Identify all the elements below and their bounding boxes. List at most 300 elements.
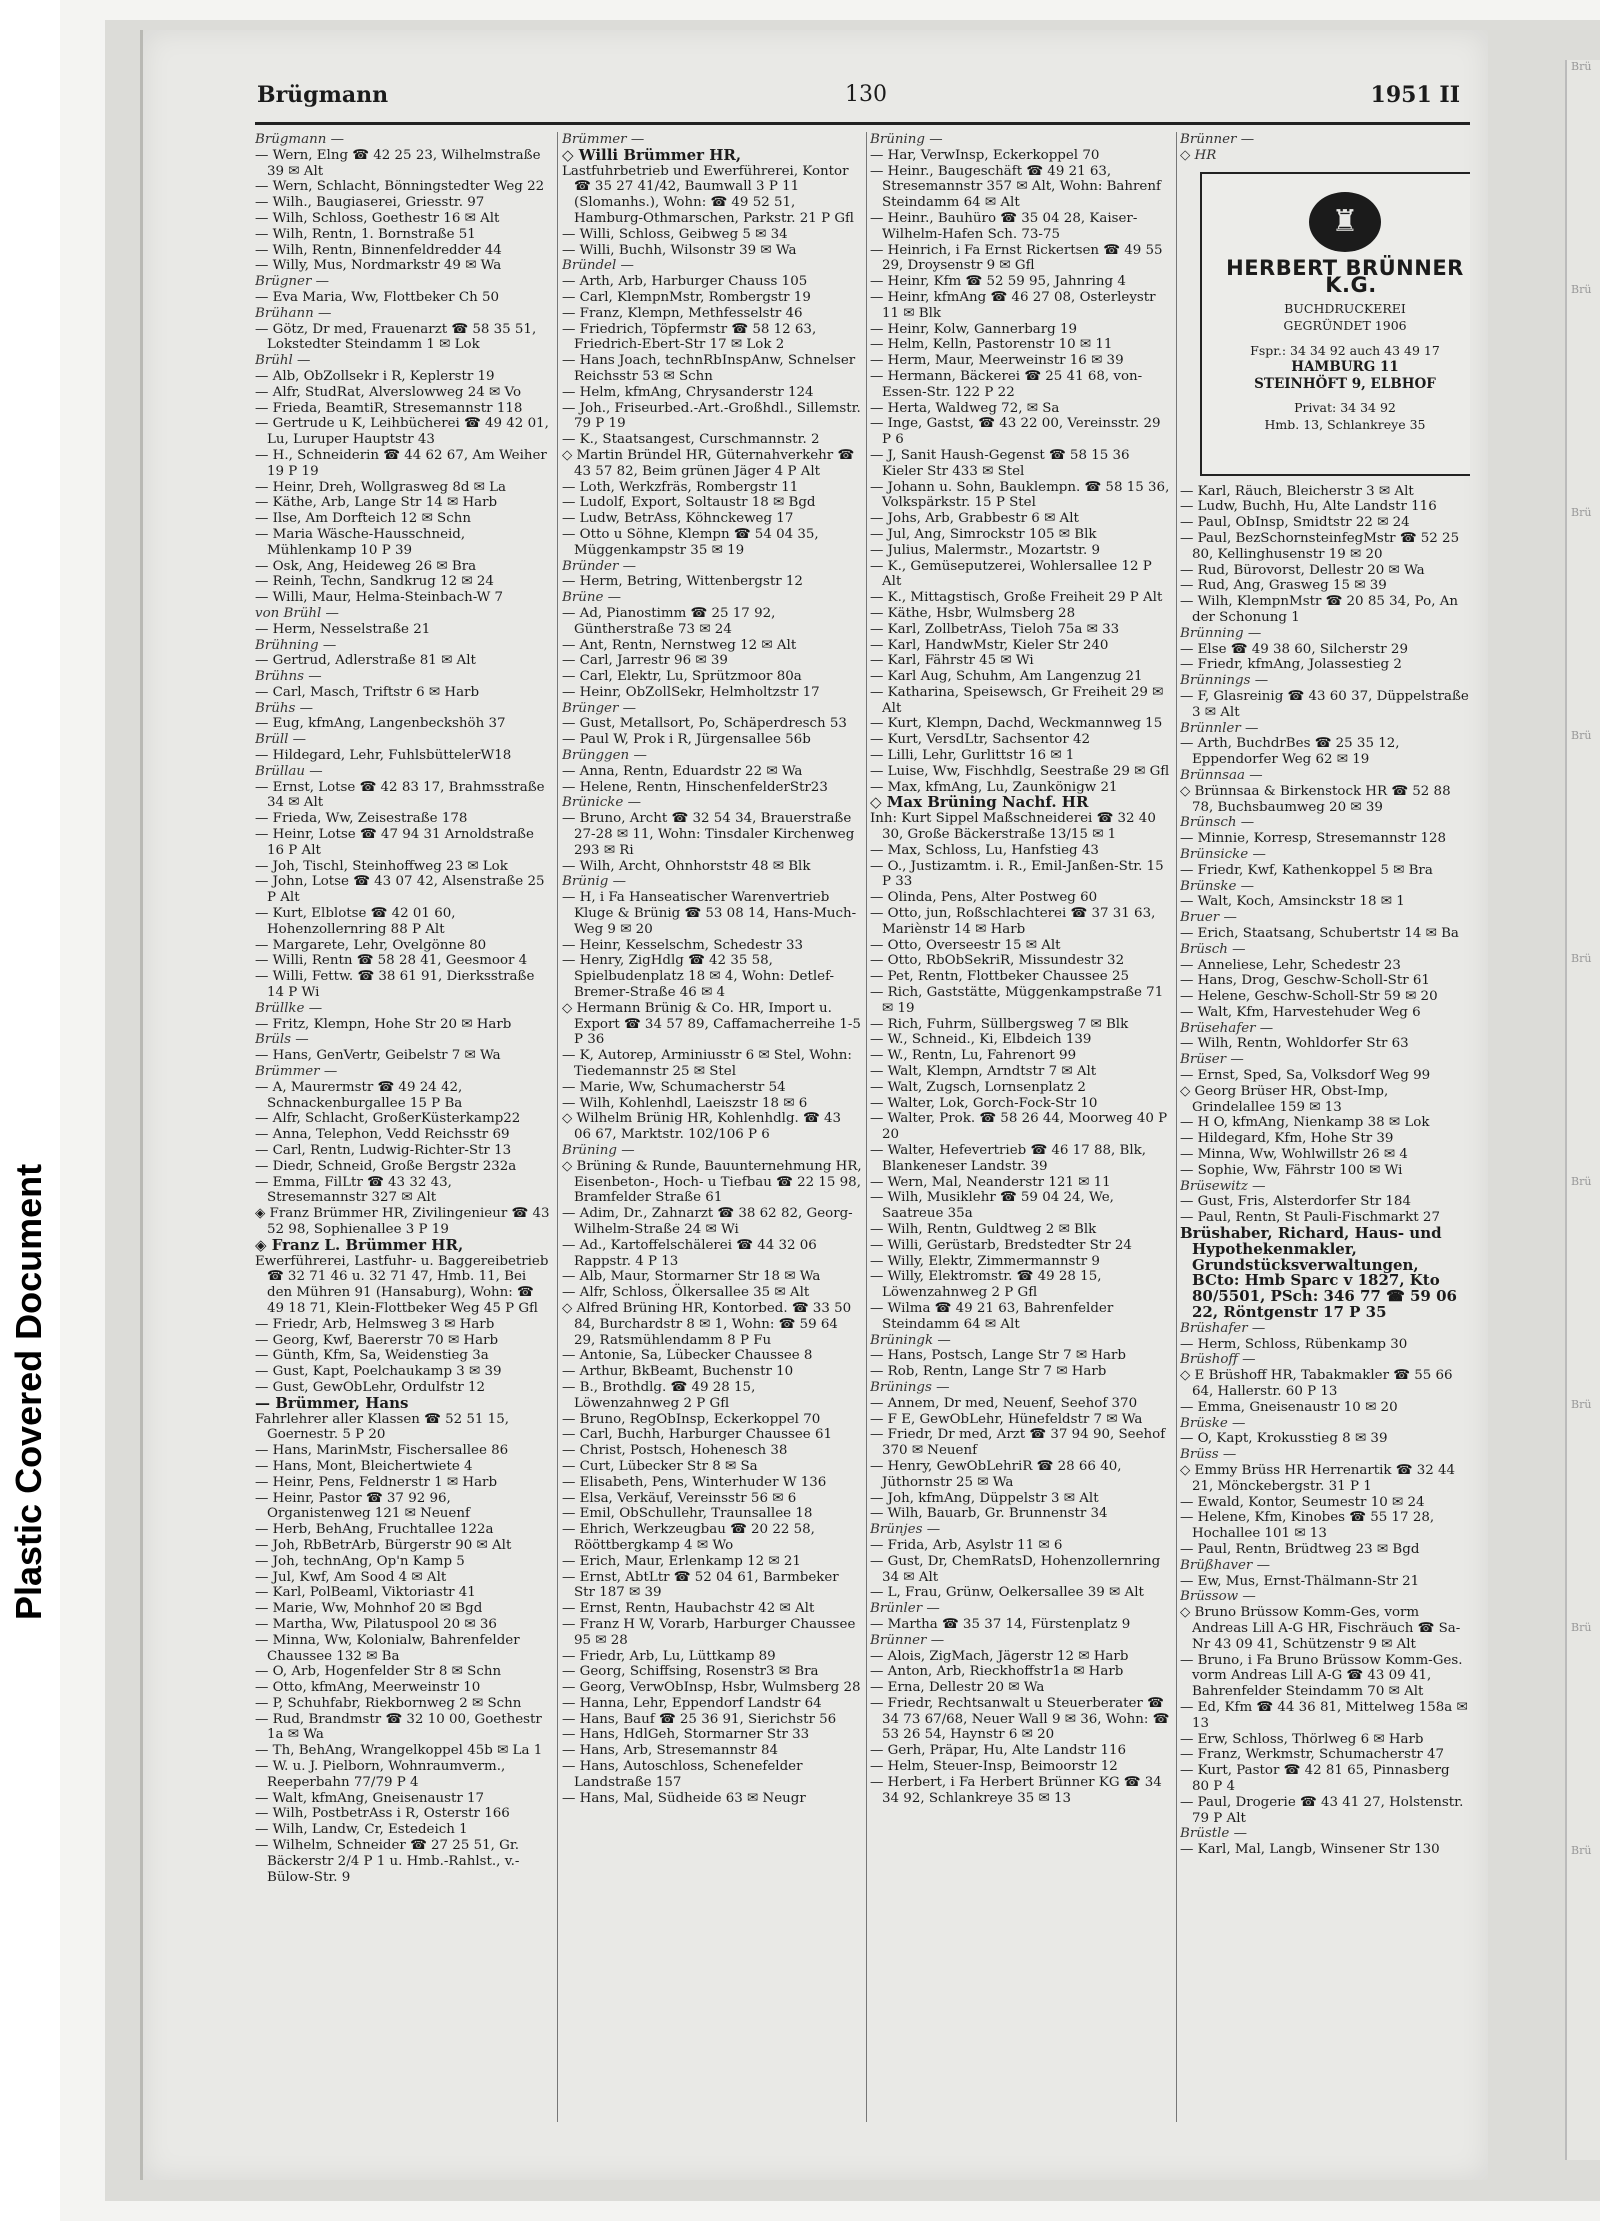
surname-heading: Brümmer — [562, 132, 645, 147]
directory-entry: — Elsa, Verkäuf, Vereinsstr 56 ✉ 6 [562, 1490, 797, 1506]
directory-entry: — Paul, Rentn, Brüdtweg 23 ✉ Bgd [1180, 1541, 1420, 1557]
directory-entry: — Maria Wäsche-Hausschneid, Mühlenkamp 10 P 39 [255, 526, 466, 558]
directory-entry: ◇ Willi Brümmer HR, [562, 145, 742, 164]
directory-entry: — Alb, ObZollsekr i R, Keplerstr 19 [255, 368, 495, 384]
surname-heading: Brüshoff — [1180, 1352, 1256, 1368]
surname-heading: Brühs — [255, 700, 314, 716]
directory-entry: — Gerh, Präpar, Hu, Alte Landstr 116 [870, 1743, 1127, 1759]
directory-entry: — Wilh, Kohlenhdl, Laeiszstr 18 ✉ 6 [562, 1095, 808, 1111]
directory-entry: — Heinr., Baugeschäft ☎ 49 21 63, Stresemannstr 357 ✉ Alt, Wohn: Bahrenf Steindamm 64 ✉ Alt [870, 163, 1161, 211]
ad-company-name: HERBERT BRÜNNER K.G. [1226, 255, 1464, 297]
directory-entry: — Christ, Postsch, Hohenesch 38 [562, 1443, 788, 1459]
surname-heading: Brüssow — [1180, 1589, 1256, 1605]
directory-entry: — Friedr, Dr med, Arzt ☎ 37 94 90, Seehof 370 ✉ Neuenf [870, 1427, 1166, 1459]
directory-entry: — Franz H W, Vorarb, Harburger Chaussee 95 ✉ 28 [562, 1616, 856, 1648]
directory-entry: — Ilse, Am Dorfteich 12 ✉ Schn [255, 511, 471, 527]
directory-entry: — Willy, Elektromstr. ☎ 49 28 15, Löwenzahnweg 2 P Gfl [870, 1269, 1102, 1301]
directory-entry: — Karl, ZollbetrAss, Tieloh 75a ✉ 33 [870, 621, 1120, 637]
printing-press-icon: ♜ [1309, 192, 1381, 252]
surname-heading: von Brühl — [255, 605, 339, 621]
directory-entry: — Herm, Maur, Meerweinstr 16 ✉ 39 [870, 353, 1124, 369]
side-label: Plastic Covered Document [8, 1163, 49, 1620]
directory-entry: — Hanna, Lehr, Eppendorf Landstr 64 [562, 1695, 822, 1711]
directory-entry: — Paul W, Prok i R, Jürgensallee 56b [562, 732, 811, 748]
directory-entry: — Julius, Malermstr., Mozartstr. 9 [870, 542, 1100, 558]
directory-entry: — Alfr, Schlacht, GroßerKüsterkamp22 [255, 1111, 521, 1127]
directory-entry: — W. u. J. Pielborn, Wohnraumverm., Reeperbahn 77/79 P 4 [255, 1759, 506, 1790]
directory-entry: — Loth, Werkzfräs, Rombergstr 11 [562, 479, 799, 495]
directory-entry: — Th, BehAng, Wrangelkoppel 45b ✉ La 1 [255, 1743, 543, 1759]
surname-heading: Brünnings — [1180, 673, 1269, 689]
directory-entry: — Max, kfmAng, Lu, Zaunkönigw 21 [870, 779, 1118, 795]
directory-entry: — W., Schneid., Ki, Elbdeich 139 [870, 1032, 1092, 1048]
directory-entry: — Heinr, Dreh, Wollgrasweg 8d ✉ La [255, 479, 507, 495]
directory-entry: — Pet, Rentn, Flottbeker Chaussee 25 [870, 969, 1129, 985]
ad-private-phone: Privat: 34 34 92 [1294, 399, 1396, 415]
directory-entry: — Willi, Fettw. ☎ 38 61 91, Dierksstraße 14 P Wi [255, 969, 535, 1001]
directory-entry: ◈ Franz L. Brümmer HR, [255, 1235, 464, 1254]
surname-heading: Brünler — [870, 1601, 940, 1617]
directory-entry: — Karl, Mal, Langb, Winsener Str 130 [1180, 1842, 1440, 1858]
surname-heading: Brüstle — [1180, 1826, 1247, 1842]
directory-entry: — Walt, Koch, Amsinckstr 18 ✉ 1 [1180, 894, 1405, 910]
directory-entry: — Wern, Mal, Neanderstr 121 ✉ 11 [870, 1174, 1111, 1190]
surname-heading: Brüne — [562, 590, 622, 606]
directory-entry: — John, Lotse ☎ 43 07 42, Alsenstraße 25 P Alt [255, 874, 545, 906]
directory-entry: ◈ Franz Brümmer HR, Zivilingenieur ☎ 43 52 98, Sophienallee 3 P 19 [255, 1206, 550, 1237]
surname-heading: Brühns — [255, 669, 322, 685]
directory-entry: ◇ Emmy Brüss HR Herrenartik ☎ 32 44 21, Mönckebergstr. 31 P 1 [1180, 1463, 1456, 1494]
directory-entry: ◇ E Brüshoff HR, Tabakmakler ☎ 55 66 64, Hallerstr. 60 P 13 [1180, 1368, 1453, 1400]
directory-entry: — O., Justizamtm. i. R., Emil-Janßen-Str. 15 P 33 [870, 858, 1164, 890]
header-page-number: 130 [845, 82, 887, 107]
directory-entry: — Arthur, BkBeamt, Buchenstr 10 [562, 1364, 794, 1380]
directory-entry: — Ed, Kfm ☎ 44 36 81, Mittelweg 158a ✉ 13 [1180, 1699, 1468, 1731]
directory-entry: ◇ Hermann Brünig & Co. HR, Import u. Export ☎ 34 57 89, Caffamacherreihe 1-5 P 36 [562, 1000, 861, 1048]
surname-heading: Bründer — [562, 558, 637, 574]
directory-entry: — Walter, Lok, Gorch-Fock-Str 10 [870, 1095, 1098, 1111]
directory-entry: — Alois, ZigMach, Jägerstr 12 ✉ Harb [870, 1648, 1129, 1664]
side-label-panel [0, 0, 60, 2221]
directory-entry: — Arth, BuchdrBes ☎ 25 35 12, Eppendorfer Weg 62 ✉ 19 [1180, 736, 1400, 768]
directory-entry: — Paul, ObInsp, Smidtstr 22 ✉ 24 [1180, 515, 1410, 531]
directory-entry: — Georg, Kwf, Baererstr 70 ✉ Harb [255, 1332, 499, 1348]
directory-entry: — Anneliese, Lehr, Schedestr 23 [1180, 957, 1401, 973]
directory-entry: — Käthe, Arb, Lange Str 14 ✉ Harb [255, 495, 498, 511]
directory-entry: — Karl, Fährstr 45 ✉ Wi [870, 653, 1034, 669]
directory-entry: — Erich, Maur, Erlenkamp 12 ✉ 21 [562, 1553, 801, 1569]
surname-heading: Brüning — [870, 132, 943, 147]
directory-entry: — Alb, Maur, Stormarner Str 18 ✉ Wa [562, 1269, 821, 1285]
directory-entry: — Ew, Mus, Ernst-Thälmann-Str 21 [1180, 1573, 1420, 1589]
directory-entry: — Ewald, Kontor, Seumestr 10 ✉ 24 [1180, 1494, 1425, 1510]
directory-entry: — Friedr, Arb, Lu, Lüttkamp 89 [562, 1648, 776, 1664]
directory-entry: — Ludolf, Export, Soltaustr 18 ✉ Bgd [562, 495, 816, 511]
directory-entry: — Götz, Dr med, Frauenarzt ☎ 58 35 51, Lokstedter Steindamm 1 ✉ Lok [255, 321, 537, 353]
directory-entry: — Herm, Schloss, Rübenkamp 30 [1180, 1336, 1408, 1352]
directory-entry: — Jul, Ang, Simrockstr 105 ✉ Blk [870, 526, 1097, 542]
directory-entry: — Ernst, Rentn, Haubachstr 42 ✉ Alt [562, 1601, 815, 1617]
directory-entry: — Anna, Rentn, Eduardstr 22 ✉ Wa [562, 763, 803, 779]
surname-heading: Brüser — [1180, 1052, 1244, 1068]
surname-heading: Brüsehafer — [1180, 1020, 1274, 1036]
directory-entry: — Willy, Elektr, Zimmermannstr 9 [870, 1253, 1100, 1269]
directory-entry: ◇ Georg Brüser HR, Obst-Imp, Grindelallee 159 ✉ 13 [1180, 1083, 1389, 1115]
directory-entry: — Wilh, Bauarb, Gr. Brunnenstr 34 [870, 1506, 1108, 1522]
surname-heading: Brünjes — [870, 1522, 941, 1538]
directory-entry: — Ludw, Buchh, Hu, Alte Landstr 116 [1180, 499, 1437, 515]
directory-entry: — Martha, Ww, Pilatuspool 20 ✉ 36 [255, 1616, 497, 1632]
directory-entry: — Henry, ZigHdlg ☎ 42 35 58, Spielbudenplatz 18 ✉ 4, Wohn: Detlef-Bremer-Straße 46 ✉ 4 [562, 953, 835, 1001]
directory-entry: — Elisabeth, Pens, Winterhuder W 136 [562, 1474, 827, 1490]
directory-entry: — Kurt, Klempn, Dachd, Weckmannweg 15 [870, 716, 1163, 732]
directory-entry: — Ehrich, Werkzeugbau ☎ 20 22 58, Rööttbergkamp 4 ✉ Wo [562, 1522, 815, 1553]
directory-entry: — Herbert, i Fa Herbert Brünner KG ☎ 34 34 92, Schlankreye 35 ✉ 13 [870, 1774, 1162, 1806]
directory-entry: ◇ Brüning & Runde, Bauunternehmung HR, Eisenbeton-, Hoch- u Tiefbau ☎ 22 15 98, Bramfelder Straße 61 [562, 1158, 862, 1206]
directory-entry: — Carl, Elektr, Lu, Sprützmoor 80a [562, 669, 802, 685]
directory-entry: — Emma, Gneisenaustr 10 ✉ 20 [1180, 1399, 1398, 1415]
directory-entry: — Heinr, Pastor ☎ 37 92 96, Organistenweg 121 ✉ Neuenf [255, 1490, 470, 1522]
directory-entry: — Carl, Rentn, Ludwig-Richter-Str 13 [255, 1143, 512, 1158]
ad-address: STEINHÖFT 9, ELBHOF [1254, 375, 1436, 392]
directory-entry: — Helene, Geschw-Scholl-Str 59 ✉ 20 [1180, 989, 1438, 1005]
directory-entry: ◇ Max Brüning Nachf. HR [870, 793, 1089, 812]
surname-heading: Brünger — [562, 700, 637, 716]
surname-heading: Brünnsaa — [1180, 767, 1263, 783]
surname-heading: Brünggen — [562, 748, 647, 764]
surname-heading: Brüss — [1180, 1447, 1237, 1463]
directory-entry: — Ad, Pianostimm ☎ 25 17 92, Güntherstraße 73 ✉ 24 [562, 605, 776, 637]
directory-entry: — Gertrud, Adlerstraße 81 ✉ Alt [255, 653, 476, 669]
directory-entry: — Adim, Dr., Zahnarzt ☎ 38 62 82, Georg-Wilhelm-Straße 24 ✉ Wi [562, 1206, 853, 1237]
directory-entry: — Helene, Kfm, Kinobes ☎ 55 17 28, Hochallee 101 ✉ 13 [1180, 1510, 1435, 1542]
directory-entry: — K., Staatsangest, Curschmannstr. 2 [562, 432, 820, 448]
directory-entry: — Emma, FilLtr ☎ 43 32 43, Stresemannstr 327 ✉ Alt [255, 1174, 452, 1206]
directory-column-2 [562, 132, 862, 2142]
directory-entry: — Willi, Gerüstarb, Bredstedter Str 24 [870, 1237, 1132, 1253]
column-divider [557, 132, 558, 2122]
directory-entry: — H., Schneiderin ☎ 44 62 67, Am Weiher 19 P 19 [255, 447, 547, 479]
directory-entry: — Hans, MarinMstr, Fischersallee 86 [255, 1443, 509, 1459]
surname-heading: Bründel — [562, 258, 634, 274]
directory-entry: — Wilh, Archt, Ohnhorststr 48 ✉ Blk [562, 858, 811, 874]
directory-entry: ◇ Wilhelm Brünig HR, Kohlenhdlg. ☎ 43 06 67, Marktstr. 102/106 P 6 [562, 1111, 842, 1143]
surname-heading: Brüsch — [1180, 941, 1246, 957]
directory-entry: — Curt, Lübecker Str 8 ✉ Sa [562, 1458, 758, 1474]
directory-entry: — Heinr., Bauhüro ☎ 35 04 28, Kaiser-Wilhelm-Hafen Sch. 73-75 [870, 210, 1138, 242]
directory-entry: — Hildegard, Kfm, Hohe Str 39 [1180, 1131, 1394, 1147]
directory-entry: — Alfr, StudRat, Alverslowweg 24 ✉ Vo [255, 384, 522, 400]
directory-entry: — Katharina, Speisewsch, Gr Freiheit 29 ✉ Alt [870, 684, 1164, 716]
directory-entry: — Joh, kfmAng, Düppelstr 3 ✉ Alt [870, 1490, 1099, 1506]
directory-entry: Inh: Kurt Sippel Maßschneiderei ☎ 32 40 30, Große Bäckerstraße 13/15 ✉ 1 [870, 811, 1156, 843]
directory-entry: — Herm, Betring, Wittenbergstr 12 [562, 574, 803, 590]
directory-entry: — J, Sanit Haush-Gegenst ☎ 58 15 36 Kieler Str 433 ✉ Stel [870, 447, 1130, 479]
directory-column-1 [255, 132, 552, 2142]
surname-heading: Bruer — [1180, 910, 1237, 926]
directory-entry: — B., Brothdlg. ☎ 49 28 15, Löwenzahnweg 2 P Gfl [562, 1379, 756, 1411]
surname-heading: Brünnler — [1180, 720, 1259, 736]
directory-entry: — Hermann, Bäckerei ☎ 25 41 68, von-Essen-Str. 122 P 22 [870, 368, 1143, 400]
directory-entry: — Willi, Schloss, Geibweg 5 ✉ 34 [562, 226, 788, 242]
surname-heading: Brünings — [870, 1379, 950, 1395]
surname-heading: Brünner — [870, 1632, 945, 1648]
directory-entry: — Johann u. Sohn, Bauklempn. ☎ 58 15 36, Volkspärkstr. 15 P Stel [870, 479, 1170, 511]
directory-entry: — Hans Joach, technRbInspAnw, Schnelser Reichsstr 53 ✉ Schn [562, 353, 856, 384]
directory-entry: — Georg, Schiffsing, Rosenstr3 ✉ Bra [562, 1664, 819, 1680]
directory-entry: — Luise, Ww, Fischhdlg, Seestraße 29 ✉ Gfl [870, 763, 1170, 779]
directory-entry: — Ernst, Sped, Sa, Volksdorf Weg 99 [1180, 1068, 1431, 1084]
directory-entry: — Frieda, BeamtiR, Stresemannstr 118 [255, 400, 523, 416]
directory-entry: — Hans, GenVertr, Geibelstr 7 ✉ Wa [255, 1048, 501, 1064]
directory-entry: — Ad., Kartoffelschälerei ☎ 44 32 06 Rappstr. 4 P 13 [562, 1237, 817, 1269]
directory-entry: — Hildegard, Lehr, FuhlsbüttelerW18 [255, 748, 512, 764]
directory-entry: — Wilhelm, Schneider ☎ 27 25 51, Gr. Bäckerstr 2/4 P 1 u. Hmb.-Rahlst., v.-Bülow-Str. 9 [255, 1838, 520, 1885]
directory-entry: — Diedr, Schneid, Große Bergstr 232a [255, 1158, 517, 1174]
directory-entry: — Helm, Kelln, Pastorenstr 10 ✉ 11 [870, 337, 1113, 353]
directory-entry: — Olinda, Pens, Alter Postweg 60 [870, 890, 1098, 906]
directory-entry: — Hans, Postsch, Lange Str 7 ✉ Harb [870, 1348, 1126, 1364]
directory-entry: — Antonie, Sa, Lübecker Chaussee 8 [562, 1348, 813, 1364]
column-divider [1176, 132, 1177, 2122]
surname-heading: Brüshafer — [1180, 1320, 1266, 1336]
directory-entry: — Ernst, Lotse ☎ 42 83 17, Brahmsstraße 34 ✉ Alt [255, 779, 545, 811]
directory-entry: — Heinr, ObZollSekr, Helmholtzstr 17 [562, 684, 820, 700]
directory-entry: — Walter, Hefevertrieb ☎ 46 17 88, Blk, Blankeneser Landstr. 39 [870, 1143, 1147, 1174]
directory-entry: — H O, kfmAng, Nienkamp 38 ✉ Lok [1180, 1115, 1430, 1131]
directory-entry: — Heinrich, i Fa Ernst Rickertsen ☎ 49 55 29, Droysenstr 9 ✉ Gfl [870, 242, 1163, 274]
directory-entry: — Walt, Zugsch, Lornsenplatz 2 [870, 1079, 1086, 1095]
directory-entry: — Kurt, VersdLtr, Sachsentor 42 [870, 732, 1091, 748]
directory-entry: — Minnie, Korresp, Stresemannstr 128 [1180, 831, 1447, 847]
directory-entry: — Otto, kfmAng, Meerweinstr 10 [255, 1680, 481, 1696]
ad-private-address: Hmb. 13, Schlankreye 35 [1264, 416, 1426, 432]
directory-entry: — Otto u Söhne, Klempn ☎ 54 04 35, Müggenkampstr 35 ✉ 19 [562, 526, 819, 558]
directory-entry: — Lilli, Lehr, Gurlittstr 16 ✉ 1 [870, 748, 1075, 764]
directory-entry: — Bruno, i Fa Bruno Brüssow Komm-Ges. vorm Andreas Lill A-G ☎ 43 09 41, Bahrenfelder Steindamm 70 ✉ Alt [1180, 1652, 1463, 1700]
surname-heading: Brühl — [255, 353, 311, 369]
header-year-part: 1951 II [1370, 82, 1460, 108]
directory-entry: — Bruno, RegObInsp, Eckerkoppel 70 [562, 1411, 821, 1427]
directory-entry: — Erw, Schloss, Thörlweg 6 ✉ Harb [1180, 1731, 1424, 1747]
directory-entry: — Arth, Arb, Harburger Chauss 105 [562, 274, 808, 290]
directory-entry: — Wern, Elng ☎ 42 25 23, Wilhelmstraße 39 ✉ Alt [255, 147, 541, 179]
surname-heading: Brügmann — [255, 132, 345, 147]
directory-entry: — Minna, Ww, Kolonialw, Bahrenfelder Chaussee 132 ✉ Ba [255, 1632, 520, 1664]
adjacent-page-edge: Brü Brü Brü Brü Brü Brü Brü Brü Brü [1565, 60, 1600, 2160]
directory-entry: — Rud, Bürovorst, Dellestr 20 ✉ Wa [1180, 562, 1425, 578]
directory-entry: — Otto, jun, Roßschlachterei ☎ 37 31 63, Mariènstr 14 ✉ Harb [870, 906, 1156, 937]
directory-entry: — Wilh, Landw, Cr, Estedeich 1 [255, 1822, 468, 1838]
page-header [255, 82, 1470, 125]
surname-heading: Brügner — [255, 274, 330, 290]
directory-entry: — Eug, kfmAng, Langenbeckshöh 37 [255, 716, 506, 732]
directory-entry: — O, Kapt, Krokusstieg 8 ✉ 39 [1180, 1431, 1388, 1447]
directory-entry: — Gust, Fris, Alsterdorfer Str 184 [1180, 1194, 1411, 1210]
directory-entry: — Inge, Gastst, ☎ 43 22 00, Vereinsstr. 29 P 6 [870, 416, 1161, 448]
directory-entry: — Willi, Maur, Helma-Steinbach-W 7 [255, 590, 504, 606]
directory-entry: — Hans, Mont, Bleichertwiete 4 [255, 1458, 473, 1474]
directory-entry: — Anton, Arb, Rieckhoffstr1a ✉ Harb [870, 1664, 1124, 1680]
directory-entry: — Wilh, Rentn, 1. Bornstraße 51 [255, 226, 476, 242]
directory-entry: — K, Autorep, Arminiusstr 6 ✉ Stel, Wohn: Tiedemannstr 25 ✉ Stel [562, 1048, 852, 1080]
directory-entry: — Marie, Ww, Mohnhof 20 ✉ Bgd [255, 1601, 483, 1617]
directory-entry: — Wilh, Rentn, Wohldorfer Str 63 [1180, 1036, 1409, 1052]
directory-entry: — Rich, Fuhrm, Süllbergsweg 7 ✉ Blk [870, 1016, 1129, 1032]
surname-heading: Brüske — [1180, 1415, 1246, 1431]
directory-entry: Ewerführerei, Lastfuhr- u. Baggereibetrieb ☎ 32 71 46 u. 32 71 47, Hmb. 11, Bei den Mühren 91 (Hansaburg), Wohn: ☎ 49 18 71, Klein-Flottbeker Weg 45 P Gfl [255, 1253, 549, 1316]
directory-entry: — Heinr, Lotse ☎ 47 94 31 Arnoldstraße 16 P Alt [255, 827, 534, 858]
directory-entry: — Karl Aug, Schuhm, Am Langenzug 21 [870, 669, 1143, 685]
directory-entry: — Wern, Schlacht, Bönningstedter Weg 22 [255, 179, 545, 195]
directory-entry: ◇ Martin Bründel HR, Güternahverkehr ☎ 43 57 82, Beim grünen Jäger 4 P Alt [562, 447, 855, 479]
directory-entry: — Wilh, Rentn, Guldtweg 2 ✉ Blk [870, 1221, 1097, 1237]
directory-entry: — Hans, Mal, Südheide 63 ✉ Neugr [562, 1790, 806, 1806]
directory-entry: — Franz, Klempn, Methfesselstr 46 [562, 305, 803, 321]
directory-entry: — Friedr, Kwf, Kathenkoppel 5 ✉ Bra [1180, 862, 1433, 878]
directory-entry: — Osk, Ang, Heideweg 26 ✉ Bra [255, 558, 477, 574]
directory-entry: — Georg, VerwObInsp, Hsbr, Wulmsberg 28 [562, 1680, 861, 1696]
directory-entry: — H, i Fa Hanseatischer Warenvertrieb Kluge & Brünig ☎ 53 08 14, Hans-Much-Weg 9 ✉ 20 [562, 890, 857, 937]
directory-entry: — F E, GewObLehr, Hünefeldstr 7 ✉ Wa [870, 1411, 1143, 1427]
directory-entry: — Willy, Mus, Nordmarkstr 49 ✉ Wa [255, 258, 502, 274]
directory-entry: Brüshaber, Richard, Haus- und Hypothekenmakler, Grundstücksverwaltungen, BCto: Hmb Sparc v 1827, Kto 80/5501, PSch: 346 77 ☎ 59 06 22, Röntgenstr 17 P 35 [1180, 1224, 1457, 1322]
directory-entry: — Emil, ObSchullehr, Traunsallee 18 [562, 1506, 813, 1522]
directory-entry: ◇ Alfred Brüning HR, Kontorbed. ☎ 33 50 84, Burchardstr 8 ✉ 1, Wohn: ☎ 59 64 29, Ratsmühlendamm 8 P Fu [562, 1300, 852, 1348]
directory-entry: — Wilh., Baugiaserei, Griesstr. 97 [255, 195, 485, 211]
ad-line-business: BUCHDRUCKEREI [1284, 300, 1406, 316]
directory-entry: — Frida, Arb, Asylstr 11 ✉ 6 [870, 1537, 1063, 1553]
directory-entry: — Paul, Drogerie ☎ 43 41 27, Holstenstr. 79 P Alt [1180, 1794, 1464, 1826]
directory-entry: — Gust, Kapt, Poelchaukamp 3 ✉ 39 [255, 1364, 502, 1380]
directory-entry: — K., Gemüseputzerei, Wohlersallee 12 P Alt [870, 558, 1152, 590]
directory-entry: — Hans, Arb, Stresemannstr 84 [562, 1743, 779, 1759]
directory-entry: — Carl, KlempnMstr, Rombergstr 19 [562, 289, 811, 305]
directory-entry: — Willi, Rentn ☎ 58 28 41, Geesmoor 4 [255, 953, 528, 969]
directory-entry: — Otto, Overseestr 15 ✉ Alt [870, 937, 1061, 953]
directory-entry: — Anna, Telephon, Vedd Reichsstr 69 [255, 1127, 510, 1143]
directory-entry: — Alfr, Schloss, Ölkersallee 35 ✉ Alt [562, 1285, 810, 1301]
directory-entry: — F, Glasreinig ☎ 43 60 37, Düppelstraße 3 ✉ Alt [1180, 688, 1469, 720]
directory-entry: — Erich, Staatsang, Schubertstr 14 ✉ Ba [1180, 925, 1459, 941]
directory-entry: — Walt, Kfm, Harvestehuder Weg 6 [1180, 1004, 1421, 1020]
directory-entry: — Helene, Rentn, HinschenfelderStr23 [562, 779, 828, 795]
directory-entry: — Eva Maria, Ww, Flottbeker Ch 50 [255, 289, 500, 305]
surname-heading: ◇ HR [1180, 147, 1217, 163]
directory-entry: — Ant, Rentn, Nernstweg 12 ✉ Alt [562, 637, 797, 653]
directory-entry: — Fritz, Klempn, Hohe Str 20 ✉ Harb [255, 1016, 512, 1032]
directory-entry: — Marie, Ww, Schumacherstr 54 [562, 1079, 786, 1095]
surname-heading: Brünicke — [562, 795, 641, 811]
directory-entry: — Heinr, kfmAng ☎ 46 27 08, Osterleystr 11 ✉ Blk [870, 289, 1156, 321]
directory-entry: — Friedr, Rechtsanwalt u Steuerberater ☎ 34 73 67/68, Neuer Wall 9 ✉ 36, Wohn: ☎ 53 26 54, Haynstr 6 ✉ 20 [870, 1695, 1170, 1743]
directory-entry: — Hans, HdlGeh, Stormarner Str 33 [562, 1727, 810, 1743]
directory-entry: — Ernst, AbtLtr ☎ 52 04 61, Barmbeker Str 187 ✉ 39 [562, 1569, 839, 1601]
directory-entry: — Joh, RbBetrArb, Bürgerstr 90 ✉ Alt [255, 1537, 512, 1553]
directory-entry: — Joh, Tischl, Steinhoffweg 23 ✉ Lok [255, 858, 508, 874]
directory-entry: — Rud, Ang, Grasweg 15 ✉ 39 [1180, 578, 1387, 594]
surname-heading: Brünske — [1180, 878, 1255, 894]
directory-entry: — Karl, Räuch, Bleicherstr 3 ✉ Alt [1180, 483, 1414, 499]
directory-entry: — Paul, Rentn, St Pauli-Fischmarkt 27 [1180, 1210, 1440, 1226]
directory-entry: — Hans, Bauf ☎ 25 36 91, Sierichstr 56 [562, 1711, 837, 1727]
surname-heading: Brünner — [1180, 132, 1255, 147]
directory-entry: — Frieda, Ww, Zeisestraße 178 [255, 811, 468, 827]
directory-entry: — Gertrude u K, Leihbücherei ☎ 49 42 01, Lu, Luruper Hauptstr 43 [255, 416, 549, 448]
surname-heading: Brüßhaver — [1180, 1557, 1270, 1573]
directory-entry: — Carl, Buchh, Harburger Chaussee 61 [562, 1427, 832, 1443]
directory-column-3 [870, 132, 1172, 2142]
directory-entry: — Walt, kfmAng, Gneisenaustr 17 [255, 1790, 485, 1806]
directory-entry: — Walt, Klempn, Arndtstr 7 ✉ Alt [870, 1064, 1097, 1080]
directory-entry: — Wilh, PostbetrAss i R, Osterstr 166 [255, 1806, 510, 1822]
directory-entry: — Sophie, Ww, Fährstr 100 ✉ Wi [1180, 1162, 1403, 1178]
directory-entry: — Rob, Rentn, Lange Str 7 ✉ Harb [870, 1364, 1107, 1380]
directory-entry: — Gust, Metallsort, Po, Schäperdresch 53 [562, 716, 847, 732]
directory-entry: — Friedr, kfmAng, Jolassestieg 2 [1180, 657, 1402, 673]
directory-entry: — Carl, Masch, Triftstr 6 ✉ Harb [255, 684, 480, 700]
directory-entry: — Käthe, Hsbr, Wulmsberg 28 [870, 605, 1076, 621]
surname-heading: Brünsch — [1180, 815, 1255, 831]
directory-entry: — Herta, Waldweg 72, ✉ Sa [870, 400, 1060, 416]
directory-entry: — Henry, GewObLehriR ☎ 28 66 40, Jüthornstr 25 ✉ Wa [870, 1458, 1122, 1490]
directory-entry: — Reinh, Techn, Sandkrug 12 ✉ 24 [255, 574, 494, 590]
surname-heading: Brüll — [255, 732, 307, 748]
directory-entry: — Rud, Brandmstr ☎ 32 10 00, Goethestr 1a ✉ Wa [255, 1711, 542, 1743]
directory-entry: — W., Rentn, Lu, Fahrenort 99 [870, 1048, 1077, 1064]
directory-entry: — Gust, Dr, ChemRatsD, Hohenzollernring 34 ✉ Alt [870, 1553, 1161, 1585]
directory-entry: — Jul, Kwf, Am Sood 4 ✉ Alt [255, 1569, 447, 1585]
directory-entry: — Joh, technAng, Op'n Kamp 5 [255, 1553, 465, 1569]
directory-entry: — Rich, Gaststätte, Müggenkampstraße 71 ✉ 19 [870, 985, 1164, 1016]
directory-entry: — Erna, Dellestr 20 ✉ Wa [870, 1680, 1045, 1696]
directory-entry: — K., Mittagstisch, Große Freiheit 29 P Alt [870, 590, 1163, 606]
directory-entry: — Hans, Drog, Geschw-Scholl-Str 61 [1180, 973, 1430, 989]
surname-heading: Brüning — [562, 1143, 635, 1158]
ad-phone: Fspr.: 34 34 92 auch 43 49 17 [1250, 342, 1440, 358]
directory-entry: — Wilh, Rentn, Binnenfeldredder 44 [255, 242, 502, 258]
directory-entry: — Franz, Werkmstr, Schumacherstr 47 [1180, 1747, 1445, 1763]
directory-entry: — Bruno, Archt ☎ 32 54 34, Brauerstraße 27-28 ✉ 11, Wohn: Tinsdaler Kirchenweg 293 ✉ Ri [562, 811, 855, 858]
directory-entry: ◇ Bruno Brüssow Komm-Ges, vorm Andreas Lill A-G HR, Fischräuch ☎ Sa-Nr 43 09 41, Schützenstr 9 ✉ Alt [1180, 1605, 1461, 1652]
directory-entry: — A, Maurermstr ☎ 49 24 42, Schnackenburgallee 15 P Ba [255, 1079, 463, 1111]
directory-entry: — Willi, Buchh, Wilsonstr 39 ✉ Wa [562, 242, 797, 258]
surname-heading: Brüsewitz — [1180, 1178, 1266, 1194]
directory-entry: — Heinr, Pens, Feldnerstr 1 ✉ Harb [255, 1474, 498, 1490]
directory-entry: — Herb, BehAng, Fruchtallee 122a [255, 1522, 494, 1538]
directory-entry: — Wilh, Musiklehr ☎ 59 04 24, We, Saatreue 35a [870, 1190, 1114, 1222]
directory-entry: — Gust, GewObLehr, Ordulfstr 12 [255, 1379, 486, 1395]
directory-entry: — Har, VerwInsp, Eckerkoppel 70 [870, 147, 1100, 163]
surname-heading: Brühning — [255, 637, 337, 653]
directory-entry: — Walter, Prok. ☎ 58 26 44, Moorweg 40 P 20 [870, 1111, 1168, 1143]
header-running-title: Brügmann [257, 82, 389, 108]
directory-entry: — Carl, Jarrestr 96 ✉ 39 [562, 653, 728, 669]
directory-column-4 [1180, 132, 1470, 2142]
directory-entry: — Friedrich, Töpfermstr ☎ 58 12 63, Friedrich-Ebert-Str 17 ✉ Lok 2 [562, 321, 817, 353]
directory-entry: — Annem, Dr med, Neuenf, Seehof 370 [870, 1395, 1138, 1411]
surname-heading: Brühann — [255, 305, 332, 321]
directory-entry: — Heinr, Kesselschm, Schedestr 33 [562, 937, 803, 953]
surname-heading: Brümmer — [255, 1064, 338, 1080]
directory-entry: — Karl, PolBeaml, Viktoriastr 41 [255, 1585, 476, 1601]
surname-heading: Brünning — [1180, 625, 1262, 641]
directory-entry: — Wilma ☎ 49 21 63, Bahrenfelder Steindamm 64 ✉ Alt [870, 1300, 1114, 1332]
directory-entry: — Martha ☎ 35 37 14, Fürstenplatz 9 [870, 1616, 1131, 1632]
directory-entry: — Hans, Autoschloss, Schenefelder Landstraße 157 [562, 1759, 803, 1790]
surname-heading: Brüningk — [870, 1332, 951, 1348]
directory-entry: — Paul, BezSchornsteinfegMstr ☎ 52 25 80, Kellinghusenstr 19 ✉ 20 [1180, 530, 1460, 562]
